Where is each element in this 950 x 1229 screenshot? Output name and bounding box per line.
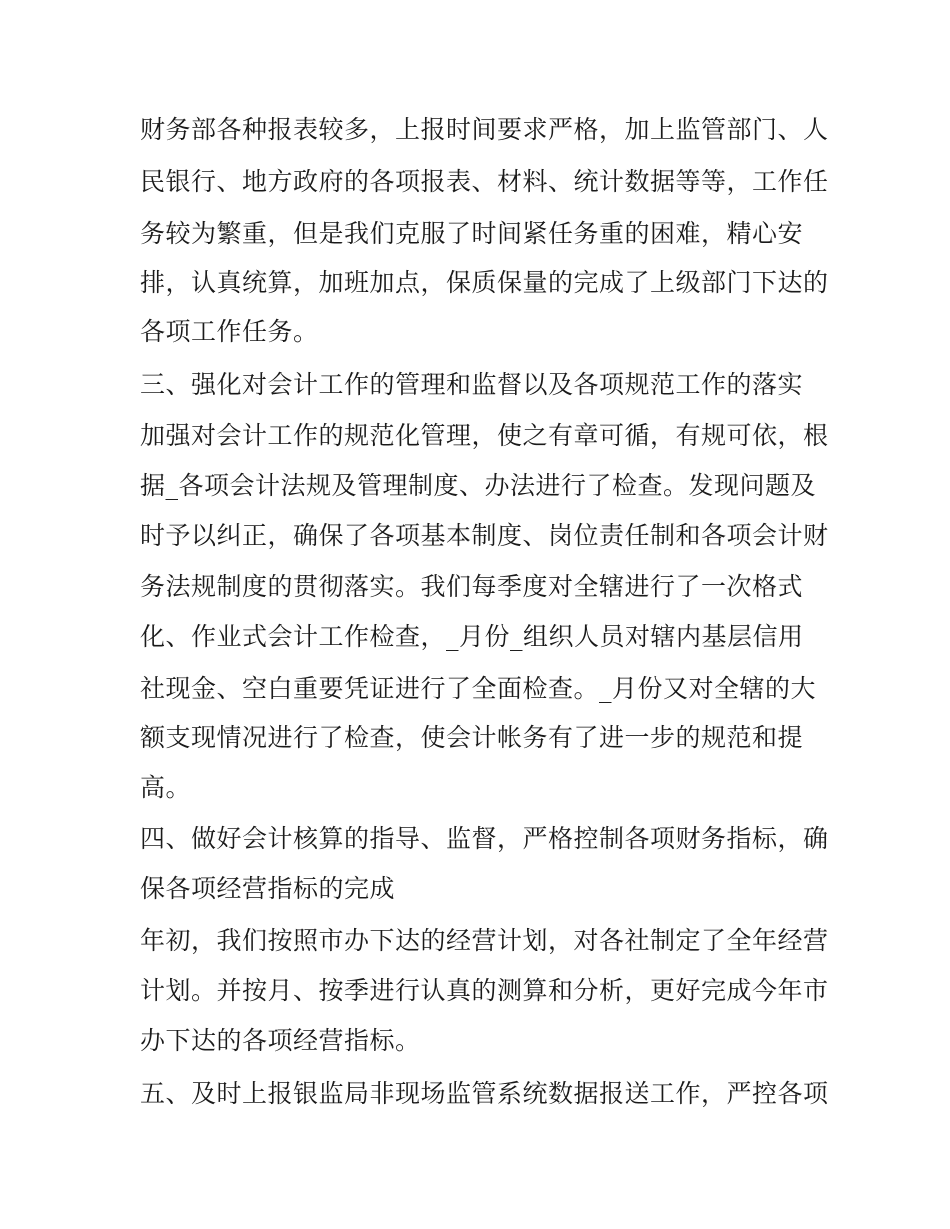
section-heading: 三、强化对会计工作的管理和监督以及各项规范工作的落实	[140, 370, 804, 399]
text-line: 额支现情况进行了检查，使会计帐务有了进一步的规范和提	[140, 723, 804, 752]
section-heading: 保各项经营指标的完成	[140, 874, 396, 903]
text-line: 排，认真统算，加班加点，保质保量的完成了上级部门下达的	[140, 268, 829, 297]
text-line: 民银行、地方政府的各项报表、材料、统计数据等等，工作任	[140, 167, 829, 196]
text-line: 据_各项会计法规及管理制度、办法进行了检查。发现问题及	[140, 471, 817, 500]
text-line: 时予以纠正，确保了各项基本制度、岗位责任制和各项会计财	[140, 521, 829, 550]
text-line: 办下达的各项经营指标。	[140, 1026, 421, 1055]
text-line: 财务部各种报表较多，上报时间要求严格，加上监管部门、人	[140, 115, 829, 144]
section-heading: 五、及时上报银监局非现场监管系统数据报送工作，严控各项	[140, 1079, 829, 1108]
text-line: 化、作业式会计工作检查，_月份_组织人员对辖内基层信用	[140, 622, 804, 651]
text-line: 各项工作任务。	[140, 317, 319, 346]
text-line: 加强对会计工作的规范化管理，使之有章可循，有规可依，根	[140, 421, 829, 450]
text-line: 年初，我们按照市办下达的经营计划，对各社制定了全年经营	[140, 926, 829, 955]
text-line: 务法规制度的贯彻落实。我们每季度对全辖进行了一次格式	[140, 572, 804, 601]
text-line: 社现金、空白重要凭证进行了全面检查。_月份又对全辖的大	[140, 674, 817, 703]
section-heading: 四、做好会计核算的指导、监督，严格控制各项财务指标，确	[140, 824, 829, 853]
text-line: 高。	[140, 773, 192, 802]
text-line: 务较为繁重，但是我们克服了时间紧任务重的困难，精心安	[140, 219, 804, 248]
text-line: 计划。并按月、按季进行认真的测算和分析，更好完成今年市	[140, 976, 829, 1005]
